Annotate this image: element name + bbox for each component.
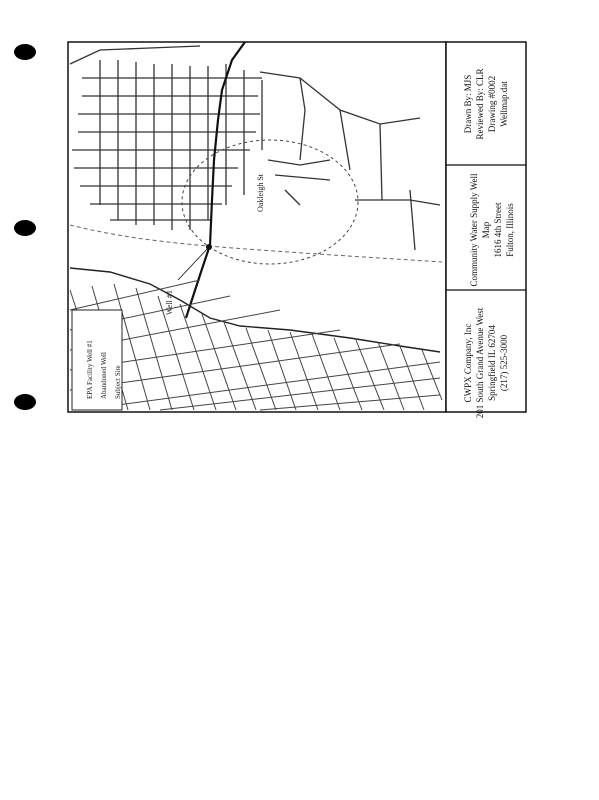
legend-entry: Subject Site <box>114 365 122 399</box>
highway <box>186 42 245 318</box>
company-text: CWPX Company, Inc 201 South Grand Avenue West Springfield IL 62704 (217) 525-3000 <box>463 307 509 419</box>
south-street-grid <box>70 280 442 410</box>
north-street-grid <box>70 46 440 250</box>
well-label: Well #1 <box>165 290 174 315</box>
map-title-text: Community Water Supply Well Map 1616 4th Street Fulton, Illinois <box>469 173 515 287</box>
credits-text: Drawn By: MJS Reviewed By: CLR Drawing #0002 Wellmap.dat <box>463 68 509 140</box>
map-frame <box>68 42 446 412</box>
legend-entry: Abandoned Well <box>100 352 108 399</box>
legend-entry: EPA Facility Well #1 <box>86 340 94 399</box>
street-label: Oakleigh St <box>256 174 265 212</box>
river-north-bank <box>70 225 442 262</box>
